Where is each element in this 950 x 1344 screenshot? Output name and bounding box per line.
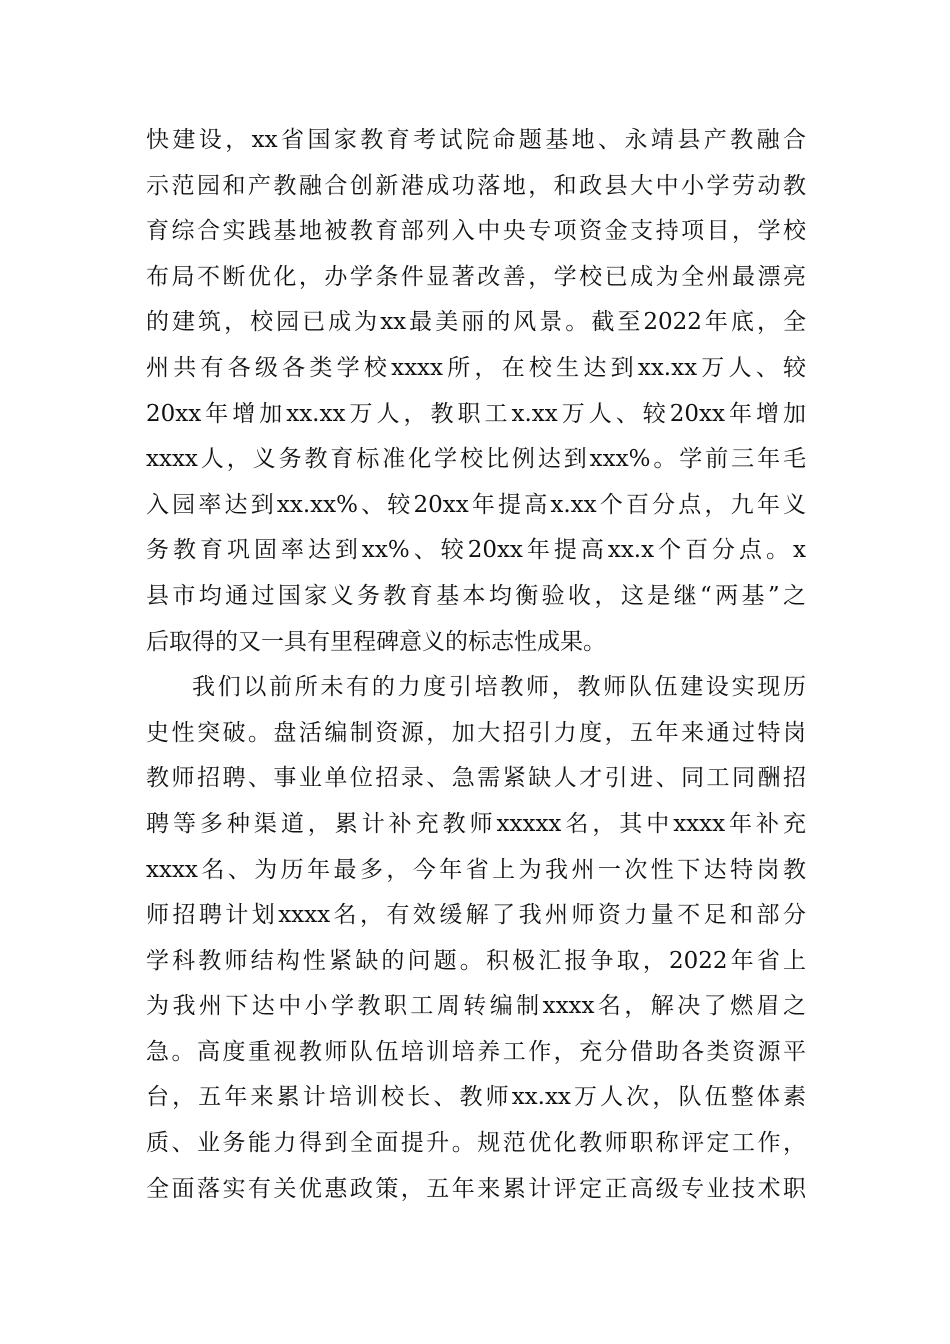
text-line: 教师招聘、事业单位招录、急需紧缺人才引进、同工同酬招 <box>146 765 806 792</box>
paragraph-education-achievements <box>146 118 806 665</box>
text-line: 质、业务能力得到全面提升。规范优化教师职称评定工作， <box>146 1130 806 1157</box>
document-body <box>146 118 806 1212</box>
text-line: 育综合实践基地被教育部列入中央专项资金支持项目，学校 <box>146 218 806 245</box>
text-line: 我们以前所未有的力度引培教师，教师队伍建设实现历 <box>192 674 806 701</box>
text-line: xxxx名、为历年最多，今年省上为我州一次性下达特岗教 <box>146 856 806 883</box>
text-line: 全面落实有关优惠政策，五年来累计评定正高级专业技术职 <box>146 1175 806 1202</box>
text-line: 史性突破。盘活编制资源，加大招引力度，五年来通过特岗 <box>146 719 806 746</box>
text-line: 20xx年增加xx.xx万人，教职工x.xx万人、较20xx年增加 <box>146 400 806 427</box>
text-line: 布局不断优化，办学条件显著改善，学校已成为全州最漂亮 <box>146 263 806 290</box>
text-line: 务教育巩固率达到xx%、较20xx年提高xx.x个百分点。x <box>146 537 806 564</box>
text-line: 州共有各级各类学校xxxx所，在校生达到xx.xx万人、较 <box>146 354 806 381</box>
text-line: 快建设，xx省国家教育考试院命题基地、永靖县产教融合 <box>146 127 806 153</box>
paragraph-teacher-workforce <box>146 665 806 1212</box>
text-line: 台，五年来累计培训校长、教师xx.xx万人次，队伍整体素 <box>146 1084 806 1111</box>
text-line: 示范园和产教融合创新港成功落地，和政县大中小学劳动教 <box>146 172 806 199</box>
text-line: 聘等多种渠道，累计补充教师xxxxx名，其中xxxx年补充 <box>146 810 806 837</box>
text-line: 学科教师结构性紧缺的问题。积极汇报争取，2022年省上 <box>146 947 806 974</box>
text-line: xxxx人，义务教育标准化学校比例达到xxx%。学前三年毛 <box>146 446 806 473</box>
text-line: 入园率达到xx.xx%、较20xx年提高x.xx个百分点，九年义 <box>146 491 806 518</box>
text-line: 的建筑，校园已成为xx最美丽的风景。截至2022年底，全 <box>146 309 806 336</box>
text-line: 为我州下达中小学教职工周转编制xxxx名，解决了燃眉之 <box>146 993 806 1020</box>
text-line: 急。高度重视教师队伍培训培养工作，充分借助各类资源平 <box>146 1038 806 1065</box>
text-line: 师招聘计划xxxx名，有效缓解了我州师资力量不足和部分 <box>146 902 806 929</box>
text-line: 后取得的又一具有里程碑意义的标志性成果。 <box>146 628 606 655</box>
text-line: 县市均通过国家义务教育基本均衡验收，这是继“两基”之 <box>146 582 806 609</box>
